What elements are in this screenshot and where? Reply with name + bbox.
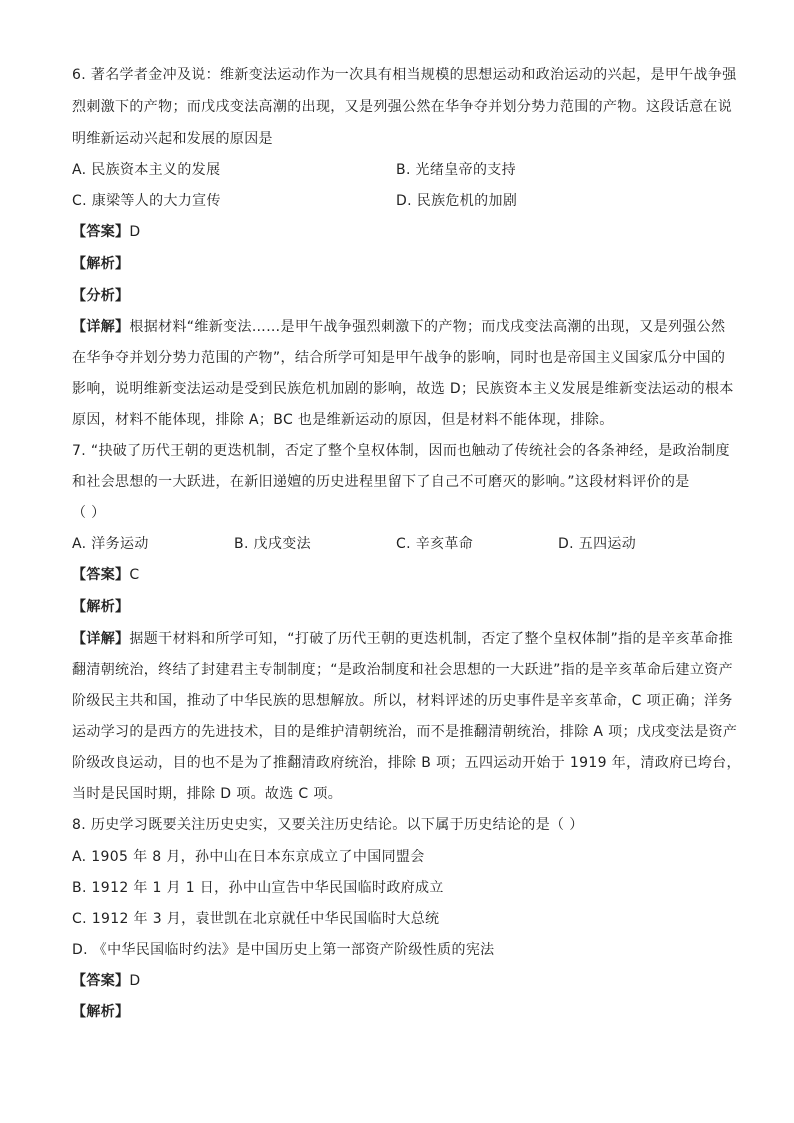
q8-option-a: A. 1905 年 8 月，孙中山在日本东京成立了中国同盟会 [72, 849, 425, 865]
answer-value: D [129, 224, 141, 240]
q6-detail-line-4: 原因，材料不能体现，排除 A；BC 也是维新运动的原因，但是材料不能体现，排除。 [72, 412, 614, 428]
q6-option-a: A. 民族资本主义的发展 [72, 162, 221, 178]
q7-stem-line-1: 7. “抉破了历代王朝的更迭机制，否定了整个皇权体制，因而也触动了传统社会的各条神经，是政治制度 [72, 443, 730, 459]
q6-analysis-label: 【解析】 [72, 256, 130, 272]
q8-option-c: C. 1912 年 3 月，袁世凯在北京就任中华民国临时大总统 [72, 911, 440, 927]
answer-label: 【答案】 [72, 224, 130, 240]
q6-stem-line-1: 6. 著名学者金冲及说：维新变法运动作为一次具有相当规模的思想运动和政治运动的兴起，是甲午战争强 [72, 67, 737, 83]
q6-detail-line-1 [72, 318, 725, 336]
q8-option-d: D. 《中华民国临时约法》是中国历史上第一部资产阶级性质的宪法 [72, 942, 495, 958]
q6-option-b: B. 光绪皇帝的支持 [396, 162, 517, 178]
q6-stem-line-3: 明维新运动兴起和发展的原因是 [72, 131, 273, 147]
answer-value: D [129, 973, 141, 989]
q7-detail-line-4: 运动学习的是西方的先进技术，目的是维护清朝统治，而不是推翻清朝统治，排除 A 项；戊戌变法是资产 [72, 724, 738, 740]
q6-answer [72, 223, 141, 241]
detail-text: 根据材料“维新变法……是甲午战争强烈刺激下的产物；而戊戌变法高潮的出现，又是列强公然 [129, 319, 726, 335]
q6-fenxi-label: 【分析】 [72, 288, 130, 304]
q6-detail-line-3: 影响，说明维新变法运动是受到民族危机加剧的影响，故选 D；民族资本主义发展是维新变法运动的根本 [72, 381, 734, 397]
answer-label: 【答案】 [72, 973, 130, 989]
q7-detail-line-3: 阶级民主共和国，推动了中华民族的思想解放。所以，材料评述的历史事件是辛亥革命，C 项正确；洋务 [72, 693, 733, 709]
q7-detail-line-5: 阶级改良运动，目的也不是为了推翻清政府统治，排除 B 项；五四运动开始于 1919 年，清政府已垮台， [72, 755, 741, 771]
q6-option-c: C. 康梁等人的大力宣传 [72, 193, 221, 209]
q7-detail-line-1 [72, 630, 733, 648]
q8-option-b: B. 1912 年 1 月 1 日，孙中山宣告中华民国临时政府成立 [72, 880, 444, 896]
q7-answer [72, 566, 140, 584]
q7-option-c: C. 辛亥革命 [396, 536, 474, 552]
q7-option-d: D. 五四运动 [558, 536, 637, 552]
q7-detail-line-2: 翻清朝统治，终结了封建君主专制制度；“是政治制度和社会思想的一大跃进”指的是辛亥革命后建立资产 [72, 662, 733, 678]
q7-option-a: A. 洋务运动 [72, 536, 149, 552]
answer-label: 【答案】 [72, 567, 130, 583]
q7-stem-line-3: （ ） [72, 505, 106, 521]
detail-text: 据题干材料和所学可知，“打破了历代王朝的更迭机制，否定了整个皇权体制”指的是辛亥革命推 [129, 631, 733, 647]
q8-answer [72, 972, 141, 990]
q7-analysis-label: 【解析】 [72, 599, 130, 615]
q8-analysis-label: 【解析】 [72, 1004, 130, 1020]
q7-stem-line-2: 和社会思想的一大跃进，在新旧递嬗的历史进程里留下了自己不可磨灭的影响。”这段材料评价的是 [72, 474, 690, 490]
q6-detail-line-2: 在华争夺并划分势力范围的产物”，结合所学可知是甲午战争的影响，同时也是帝国主义国家瓜分中国的 [72, 350, 726, 366]
q6-stem-line-2: 烈刺激下的产物；而戊戌变法高潮的出现，又是列强公然在华争夺并划分势力范围的产物。这段话意在说 [72, 99, 733, 115]
q7-detail-line-6: 当时是民国时期，排除 D 项。故选 C 项。 [72, 786, 343, 802]
q6-option-d: D. 民族危机的加剧 [396, 193, 518, 209]
detail-label: 【详解】 [72, 319, 130, 335]
q8-stem: 8. 历史学习既要关注历史史实，又要关注历史结论。以下属于历史结论的是（ ） [72, 817, 584, 833]
detail-label: 【详解】 [72, 631, 130, 647]
answer-value: C [129, 567, 140, 583]
q7-option-b: B. 戊戌变法 [234, 536, 311, 552]
